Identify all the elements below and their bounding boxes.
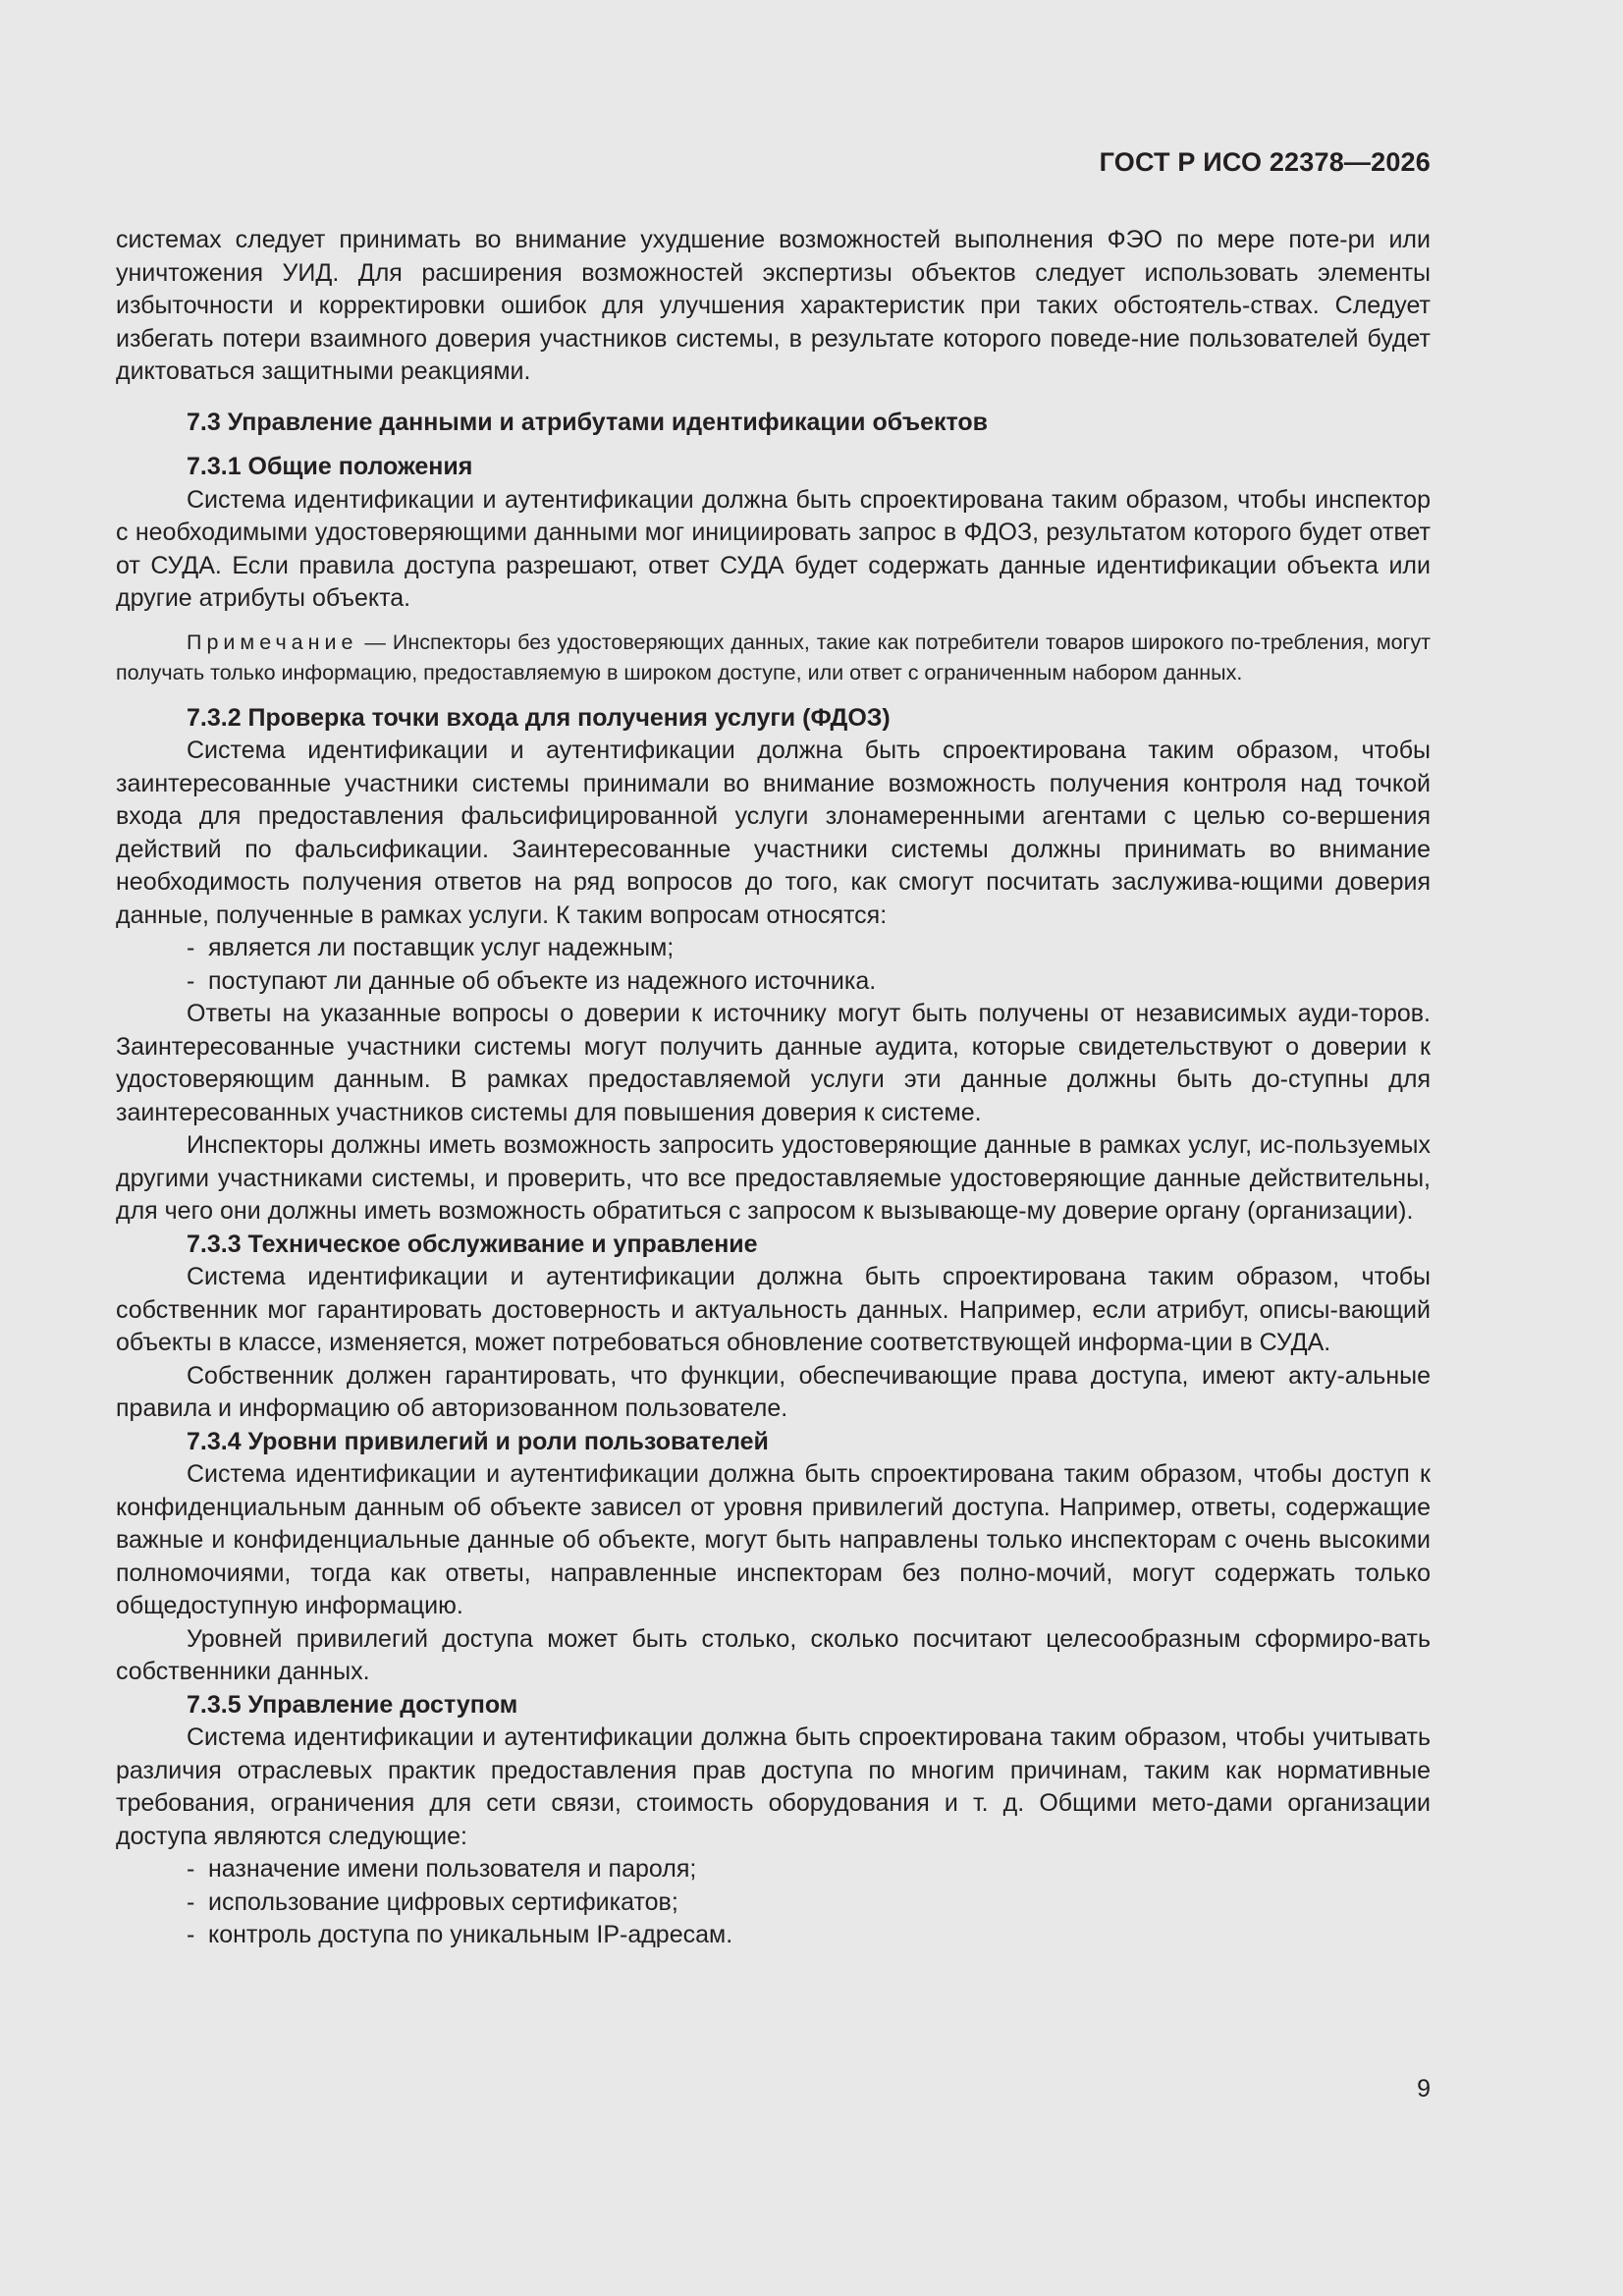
section-7-3-5-paragraph: Система идентификации и аутентификации должна быть спроектирована таким образом, чтобы учитывать различия отраслевых практик предоставления прав доступа по многим причинам, таким как нормативные требования, ограничения для сети связи, стоимость оборудования и т. д. Общими мето-дами организации доступа являются следующие: bbox=[116, 1723, 1431, 1850]
section-7-3-3-paragraph-2: Собственник должен гарантировать, что функции, обеспечивающие права доступа, имеют акту-альные правила и информацию об авторизованном пользователе. bbox=[116, 1361, 1431, 1422]
list-item: - поступают ли данные об объекте из надежного источника. bbox=[116, 965, 1431, 999]
list-dash: - bbox=[187, 966, 195, 995]
section-7-3-2-title: 7.3.2 Проверка точки входа для получения услуги (ФДОЗ) bbox=[187, 703, 891, 732]
note-text: — Инспекторы без удостоверяющих данных, такие как потребители товаров широкого по-требления, могут получать только информацию, предоставляемую в широком доступе, или ответ с ограниченным набором данных. bbox=[116, 629, 1431, 684]
section-7-3-2-paragraph-3: Инспекторы должны иметь возможность запросить удостоверяющие данные в рамках услуг, ис-пользуемых другими участниками системы, и проверить, что все предоставляемые удостоверяющие данные действительны, для чего они должны иметь возможность обратиться с запросом к вызывающе-му доверие органу (организации). bbox=[116, 1131, 1431, 1225]
list-dash: - bbox=[187, 934, 195, 961]
note bbox=[116, 628, 1431, 688]
document-header: ГОСТ Р ИСО 22378—2026 bbox=[1099, 147, 1431, 177]
list-item: - является ли поставщик услуг надежным; bbox=[116, 932, 1431, 965]
section-7-3-3-title: 7.3.3 Техническое обслуживание и управление bbox=[187, 1230, 758, 1258]
list-dash: - bbox=[187, 1921, 195, 1948]
section-7-3-2-paragraph-1: Система идентификации и аутентификации должна быть спроектирована таким образом, чтобы заинтересованные участники системы принимали во внимание возможность получения контроля над точкой входа для предоставления фальсифицированной услуги злонамеренными агентами с целью со-вершения действий по фальсификации. Заинтересованные участники системы должны принимать во внимание необходимость получения ответов на ряд вопросов до того, как смогут посчитать заслужива-ющими доверия данные, полученные в рамках услуги. К таким вопросам относятся: bbox=[116, 737, 1431, 929]
section-7-3-3-paragraph-1: Система идентификации и аутентификации должна быть спроектирована таким образом, чтобы собственник мог гарантировать достоверность и актуальность данных. Например, если атрибут, описы-вающий объекты в классе, изменяется, может потребоваться обновление соответствующей информа-ции в СУДА. bbox=[116, 1263, 1431, 1356]
note-label: Примечание bbox=[187, 629, 358, 654]
section-7-3-4-title: 7.3.4 Уровни привилегий и роли пользователей bbox=[187, 1427, 769, 1455]
list-item: - назначение имени пользователя и пароля; bbox=[116, 1853, 1431, 1886]
section-7-3-1-title: 7.3.1 Общие положения bbox=[187, 453, 473, 480]
intro-paragraph: системах следует принимать во внимание ухудшение возможностей выполнения ФЭО по мере поте-ри или уничтожения УИД. Для расширения возможностей экспертизы объектов следует использовать элементы избыточности и корректировки ошибок для улучшения характеристик при таких обстоятель-ствах. Следует избегать потери взаимного доверия участников системы, в результате которого поведе-ние пользователей будет диктоваться защитными реакциями. bbox=[116, 226, 1431, 385]
list-item: - использование цифровых сертификатов; bbox=[116, 1886, 1431, 1920]
section-7-3-2-paragraph-2: Ответы на указанные вопросы о доверии к источнику могут быть получены от независимых ауди-торов. Заинтересованные участники системы могут получить данные аудита, которые свидетельствуют о доверии к удостоверяющим данным. В рамках предоставляемой услуги эти данные должны быть до-ступны для заинтересованных участников системы для повышения доверия к системе. bbox=[116, 1000, 1431, 1126]
page-content bbox=[116, 224, 1431, 1952]
section-7-3-4-paragraph-1: Система идентификации и аутентификации должна быть спроектирована таким образом, чтобы доступ к конфиденциальным данным об объекте зависел от уровня привилегий доступа. Например, ответы, содержащие важные и конфиденциальные данные об объекте, могут быть направлены только инспекторам с очень высокими полномочиями, тогда как ответы, направленные инспекторам без полно-мочий, могут содержать только общедоступную информацию. bbox=[116, 1460, 1431, 1619]
section-7-3-title: 7.3 Управление данными и атрибутами идентификации объектов bbox=[187, 408, 989, 436]
section-7-3-1-paragraph: Система идентификации и аутентификации должна быть спроектирована таким образом, чтобы инспектор с необходимыми удостоверяющими данными мог инициировать запрос в ФДОЗ, результатом которого будет ответ от СУДА. Если правила доступа разрешают, ответ СУДА будет содержать данные идентификации объекта или другие атрибуты объекта. bbox=[116, 485, 1431, 612]
list-dash: - bbox=[187, 1855, 195, 1883]
section-7-3-5-title: 7.3.5 Управление доступом bbox=[187, 1690, 518, 1719]
list-dash: - bbox=[187, 1887, 195, 1916]
page-number: 9 bbox=[1417, 2075, 1431, 2103]
section-7-3-4-paragraph-2: Уровней привилегий доступа может быть столько, сколько посчитают целесообразным сформиро-вать собственники данных. bbox=[116, 1624, 1431, 1685]
list-item: - контроль доступа по уникальным IP-адресам. bbox=[116, 1919, 1431, 1952]
